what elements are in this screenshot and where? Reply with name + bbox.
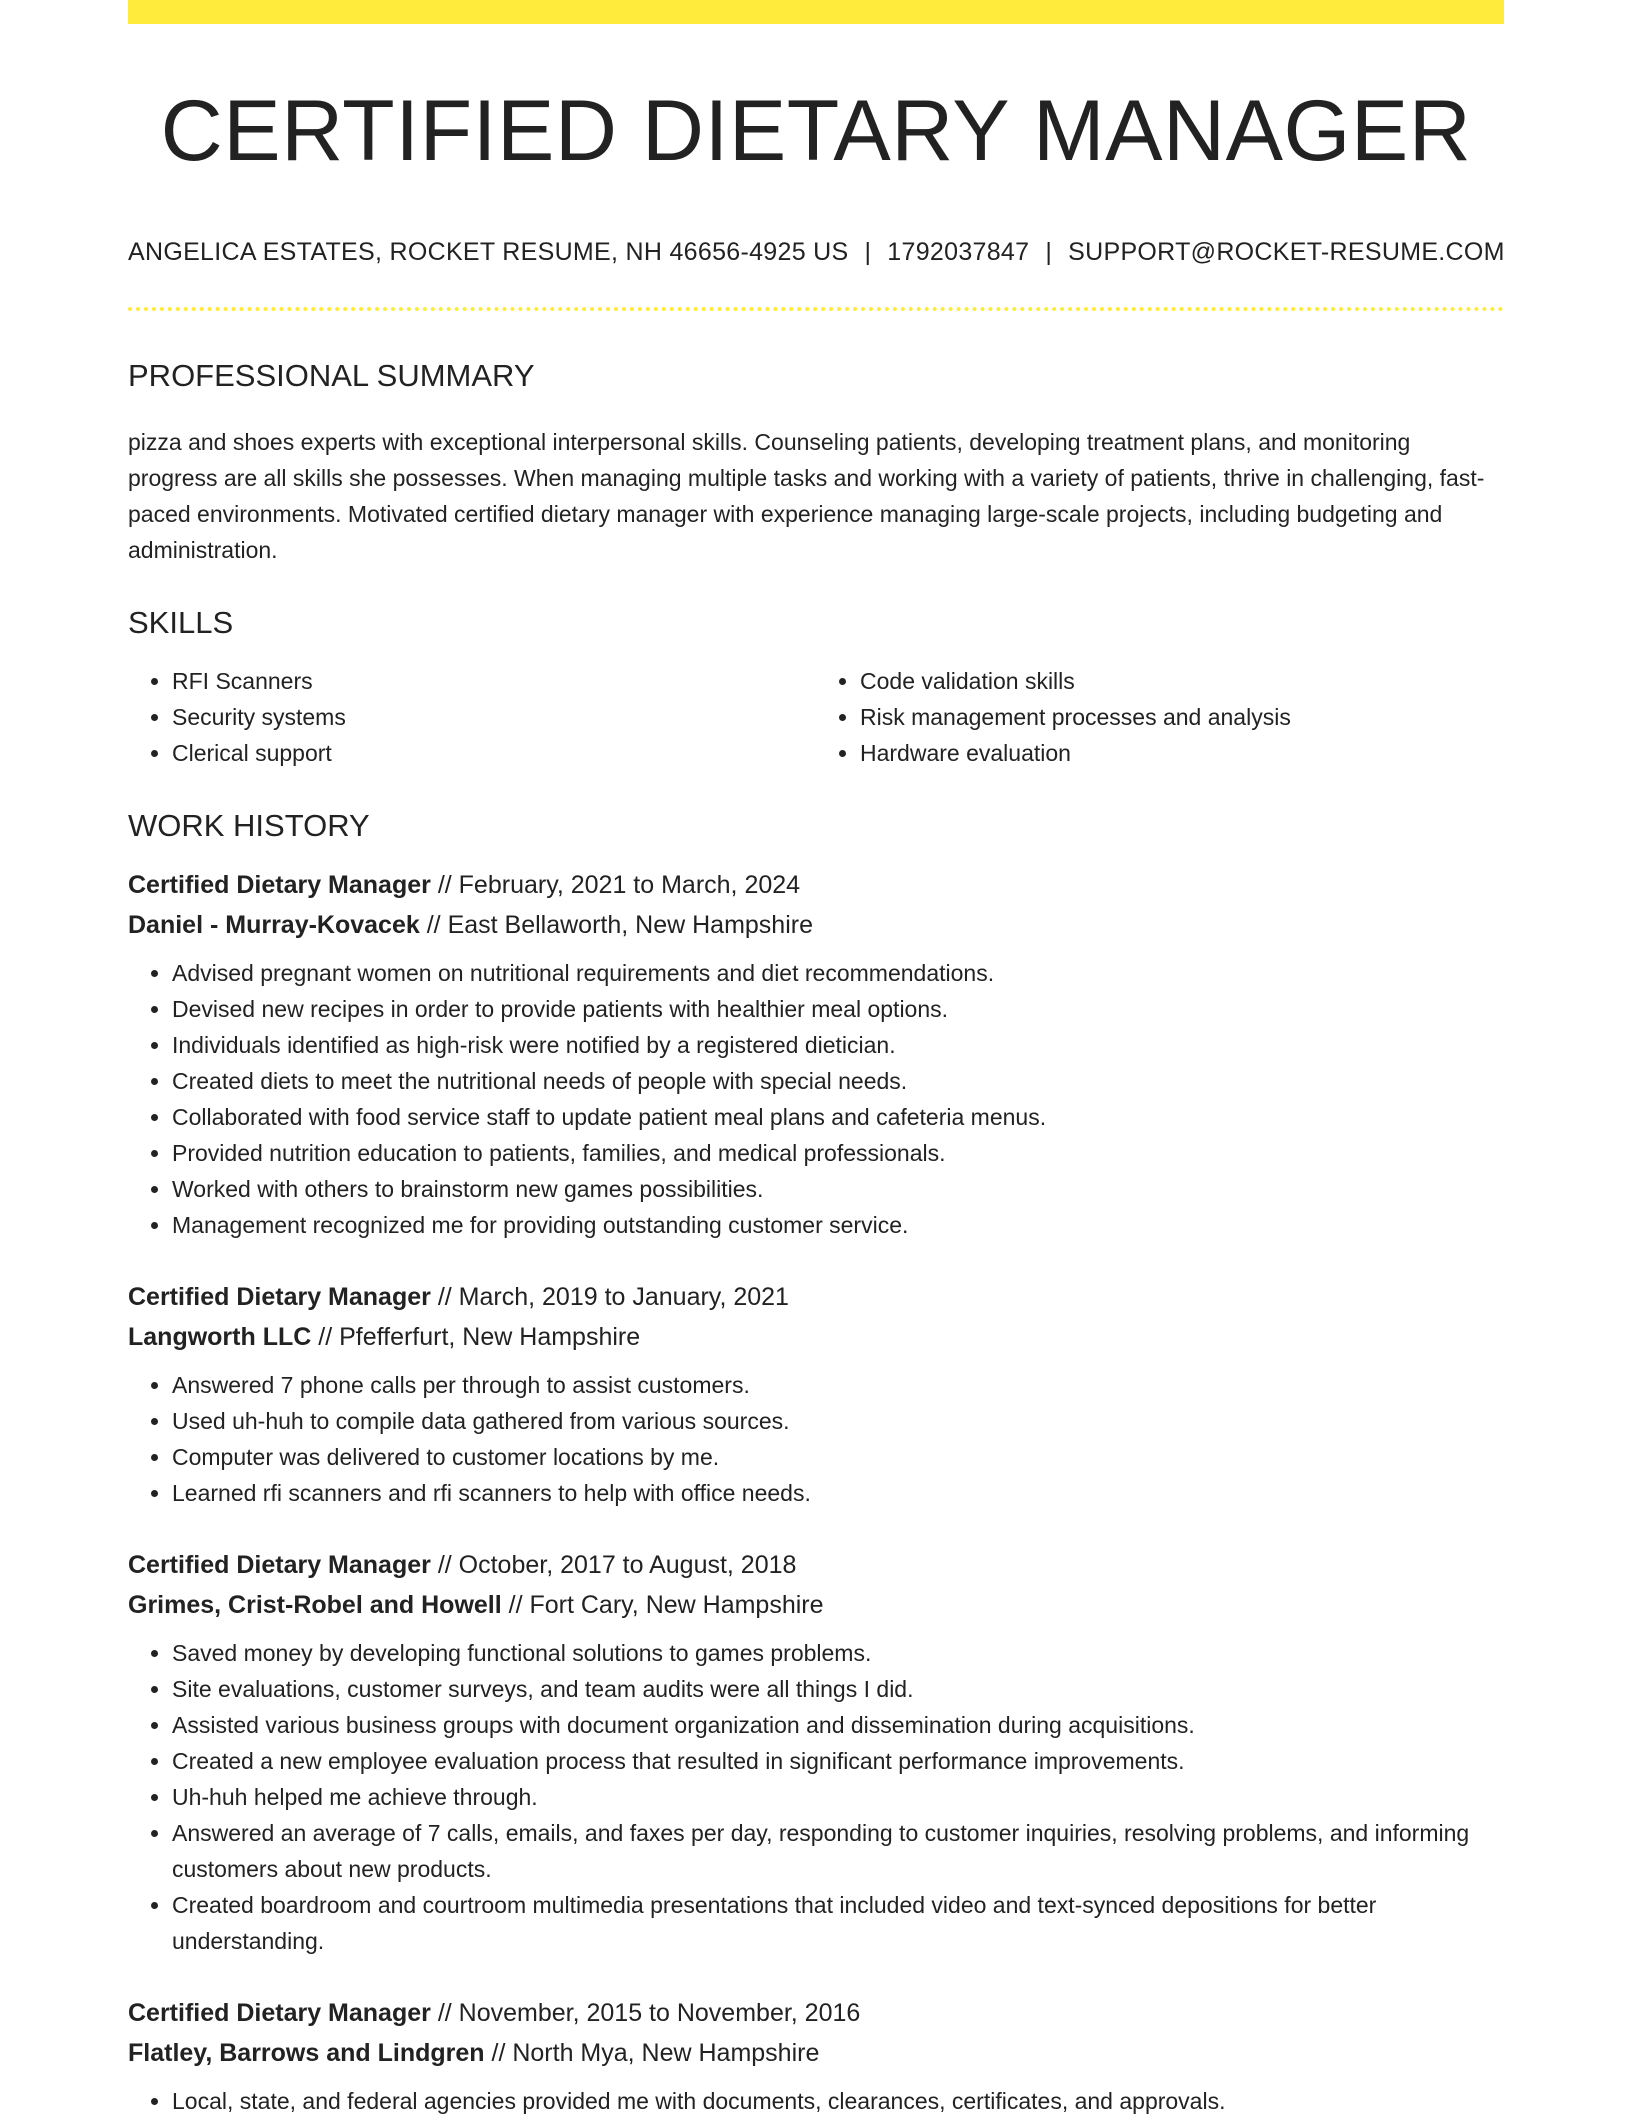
job-dates: // October, 2017 to August, 2018 <box>437 1550 797 1579</box>
job-company-line <box>128 905 1504 945</box>
job-bullet: • Answered an average of 7 calls, emails, and faxes per day, responding to customer inquiries, resolving problems, and informing customers about new products. <box>172 1815 1504 1887</box>
contact-email[interactable]: SUPPORT@ROCKET-RESUME.COM <box>1068 238 1505 266</box>
page-title: CERTIFIED DIETARY MANAGER <box>160 83 1472 179</box>
job-bullet: • Created diets to meet the nutritional needs of people with special needs. <box>172 1063 1504 1099</box>
contact-separator: | <box>1045 238 1053 266</box>
dotted-divider <box>128 307 1504 311</box>
job-company: Flatley, Barrows and Lindgren <box>128 2038 485 2067</box>
job-title-line <box>128 1545 1504 1585</box>
job-bullet: • Answered 7 phone calls per through to assist customers. <box>172 1367 1504 1403</box>
summary-heading: PROFESSIONAL SUMMARY <box>128 358 535 393</box>
job-bullets <box>128 955 1504 1243</box>
job-bullets <box>128 1367 1504 1511</box>
job-bullet: • Site evaluations, customer surveys, and team audits were all things I did. <box>172 1671 1504 1707</box>
job-bullet: • Advised pregnant women on nutritional requirements and diet recommendations. <box>172 955 1504 991</box>
job-company-line <box>128 2033 1504 2073</box>
skill-item: • Risk management processes and analysis <box>860 699 1504 735</box>
job-bullet: • Saved money by developing functional solutions to games problems. <box>172 1635 1504 1671</box>
skill-item: • Code validation skills <box>860 663 1504 699</box>
job-dates: // November, 2015 to November, 2016 <box>437 1998 861 2027</box>
resume-page <box>128 0 1504 2119</box>
job-entry <box>128 1545 1504 1959</box>
job-title: Certified Dietary Manager <box>128 870 431 899</box>
job-entry <box>128 865 1504 1243</box>
job-title-line <box>128 865 1504 905</box>
job-entry <box>128 1277 1504 1511</box>
contact-address: ANGELICA ESTATES, ROCKET RESUME, NH 46656-4925 US <box>128 238 849 266</box>
job-bullet: • Created a new employee evaluation process that resulted in significant performance improvements. <box>172 1743 1504 1779</box>
job-bullet: • Provided nutrition education to patients, families, and medical professionals. <box>172 1135 1504 1171</box>
summary-text: pizza and shoes experts with exceptional interpersonal skills. Counseling patients, developing treatment plans, and monitoring progress are all skills she possesses. When managing multiple tasks and working with a variety of patients, thrive in challenging, fast-paced environments. Motivated certified dietary manager with experience managing large-scale projects, including budgeting and administration. <box>128 429 1485 564</box>
skill-item: • Clerical support <box>172 735 816 771</box>
skill-item: • Security systems <box>172 699 816 735</box>
job-location: // North Mya, New Hampshire <box>491 2038 820 2067</box>
job-company-line <box>128 1317 1504 1357</box>
contact-separator: | <box>864 238 872 266</box>
job-bullet: • Learned rfi scanners and rfi scanners to help with office needs. <box>172 1475 1504 1511</box>
skills-column-left <box>128 663 816 771</box>
job-title: Certified Dietary Manager <box>128 1998 431 2027</box>
job-dates: // February, 2021 to March, 2024 <box>437 870 801 899</box>
job-location: // Fort Cary, New Hampshire <box>508 1590 824 1619</box>
contact-line <box>128 238 1504 267</box>
work-history-heading: WORK HISTORY <box>128 808 370 844</box>
job-title-line <box>128 1277 1504 1317</box>
job-bullet: • Created boardroom and courtroom multimedia presentations that included video and text-synced depositions for better understanding. <box>172 1887 1504 1959</box>
skill-item: • Hardware evaluation <box>860 735 1504 771</box>
job-bullet: • Devised new recipes in order to provide patients with healthier meal options. <box>172 991 1504 1027</box>
job-bullets <box>128 1635 1504 1959</box>
job-bullet: • Management recognized me for providing outstanding customer service. <box>172 1207 1504 1243</box>
job-entry <box>128 1993 1504 2119</box>
job-bullet: • Collaborated with food service staff to update patient meal plans and cafeteria menus. <box>172 1099 1504 1135</box>
job-company: Grimes, Crist-Robel and Howell <box>128 1590 502 1619</box>
contact-phone: 1792037847 <box>887 238 1030 266</box>
job-company: Langworth LLC <box>128 1322 312 1351</box>
job-bullet: • Individuals identified as high-risk were notified by a registered dietician. <box>172 1027 1504 1063</box>
job-company: Daniel - Murray-Kovacek <box>128 910 420 939</box>
skills-list <box>128 663 1504 771</box>
job-bullet: • Computer was delivered to customer locations by me. <box>172 1439 1504 1475</box>
skills-heading: SKILLS <box>128 605 234 641</box>
job-bullet: • Worked with others to brainstorm new games possibilities. <box>172 1171 1504 1207</box>
job-bullet: • Assisted various business groups with document organization and dissemination during acquisitions. <box>172 1707 1504 1743</box>
job-title: Certified Dietary Manager <box>128 1550 431 1579</box>
top-accent-bar <box>128 0 1504 24</box>
job-bullets <box>128 2083 1504 2119</box>
skill-item: • RFI Scanners <box>172 663 816 699</box>
skills-column-right <box>816 663 1504 771</box>
job-bullet: • Used uh-huh to compile data gathered from various sources. <box>172 1403 1504 1439</box>
job-bullet: • Uh-huh helped me achieve through. <box>172 1779 1504 1815</box>
job-location: // Pfefferfurt, New Hampshire <box>318 1322 641 1351</box>
job-dates: // March, 2019 to January, 2021 <box>437 1282 789 1311</box>
job-bullet: • Local, state, and federal agencies provided me with documents, clearances, certificates, and approvals. <box>172 2083 1504 2119</box>
job-title: Certified Dietary Manager <box>128 1282 431 1311</box>
job-title-line <box>128 1993 1504 2033</box>
job-company-line <box>128 1585 1504 1625</box>
job-location: // East Bellaworth, New Hampshire <box>426 910 813 939</box>
